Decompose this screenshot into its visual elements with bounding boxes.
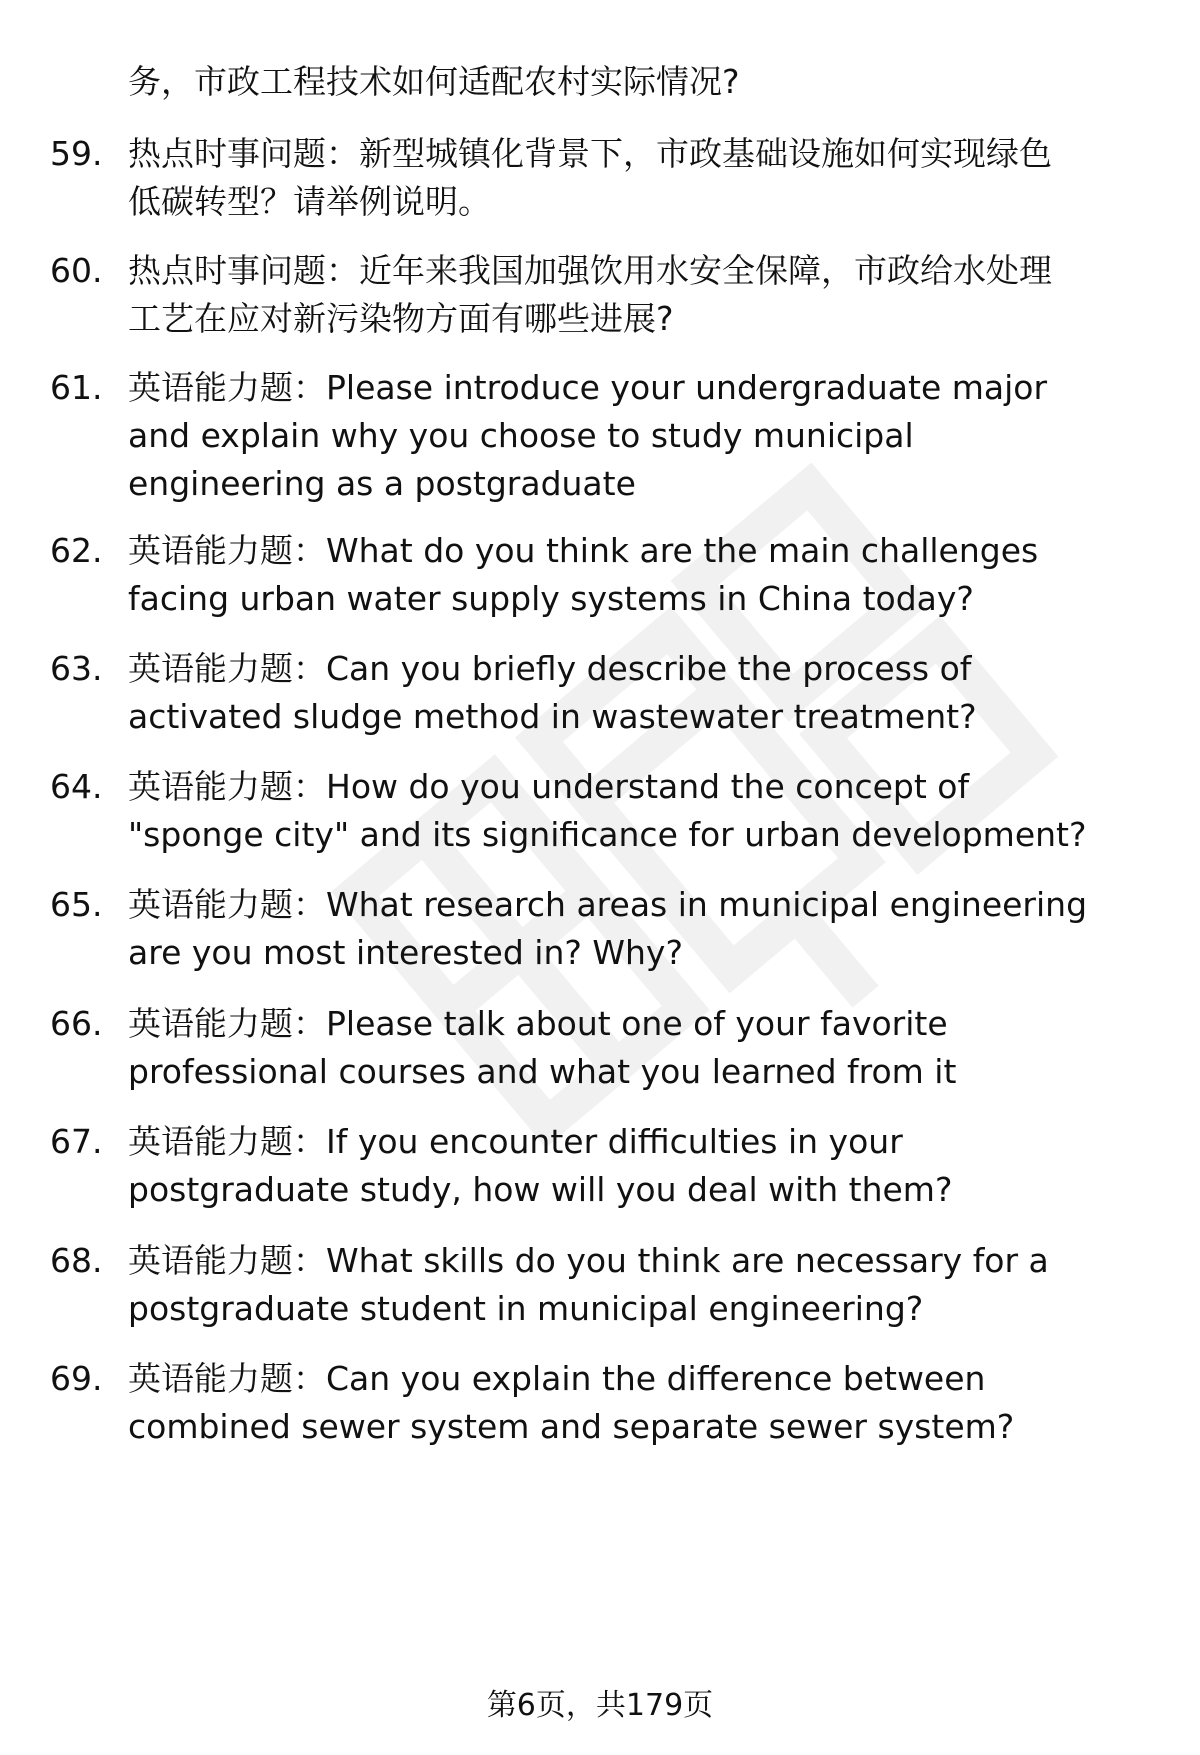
question-text (128, 527, 1148, 623)
question-text (128, 130, 1148, 226)
question-line: 英语能力题：Please introduce your undergraduate major (128, 368, 1048, 407)
question-text (128, 763, 1148, 859)
question-number: 60. (50, 251, 103, 290)
question-line: 英语能力题：What research areas in municipal engineering (128, 885, 1088, 924)
question-line: professional courses and what you learned from it (128, 1052, 957, 1091)
question-line: 低碳转型？请举例说明。 (128, 182, 491, 221)
question-text (128, 1000, 1148, 1096)
question-line: 英语能力题：If you encounter difficulties in your (128, 1122, 903, 1161)
question-text (128, 1237, 1148, 1333)
question-number: 65. (50, 885, 103, 924)
question-line: facing urban water supply systems in China today? (128, 579, 974, 618)
question-text (128, 881, 1148, 977)
question-text (128, 1118, 1148, 1214)
question-line: postgraduate student in municipal engineering? (128, 1289, 924, 1328)
question-number: 68. (50, 1241, 103, 1280)
question-number: 64. (50, 767, 103, 806)
question-text (128, 247, 1148, 343)
page-number-footer: 第6页，共179页 (486, 1688, 714, 1723)
question-number: 62. (50, 531, 103, 570)
question-line: "sponge city" and its significance for urban development? (128, 815, 1087, 854)
question-line: are you most interested in? Why? (128, 933, 683, 972)
question-text (128, 1355, 1148, 1451)
question-line: 热点时事问题：新型城镇化背景下，市政基础设施如何实现绿色 (128, 134, 1052, 173)
question-line: combined sewer system and separate sewer system? (128, 1407, 1015, 1446)
question-line: 热点时事问题：近年来我国加强饮用水安全保障，市政给水处理 (128, 251, 1052, 290)
question-number: 67. (50, 1122, 103, 1161)
question-text (128, 364, 1148, 508)
question-text (128, 645, 1148, 741)
question-number: 66. (50, 1004, 103, 1043)
question-line: 英语能力题：What skills do you think are necessary for a (128, 1241, 1049, 1280)
question-line: 英语能力题：Please talk about one of your favorite (128, 1004, 948, 1043)
question-number: 63. (50, 649, 103, 688)
question-line: engineering as a postgraduate (128, 464, 636, 503)
question-line: 英语能力题：Can you explain the difference between (128, 1359, 986, 1398)
question-number: 59. (50, 134, 103, 173)
question-line: postgraduate study, how will you deal with them? (128, 1170, 953, 1209)
question-line: 英语能力题：How do you understand the concept of (128, 767, 970, 806)
question-line: 英语能力题：What do you think are the main challenges (128, 531, 1039, 570)
question-line: 工艺在应对新污染物方面有哪些进展? (128, 299, 674, 338)
question-line: activated sludge method in wastewater treatment? (128, 697, 977, 736)
question-number: 61. (50, 368, 103, 407)
continued-question-text: 务，市政工程技术如何适配农村实际情况? (128, 62, 740, 101)
question-number: 69. (50, 1359, 103, 1398)
question-line: 英语能力题：Can you briefly describe the process of (128, 649, 972, 688)
question-line: and explain why you choose to study municipal (128, 416, 914, 455)
